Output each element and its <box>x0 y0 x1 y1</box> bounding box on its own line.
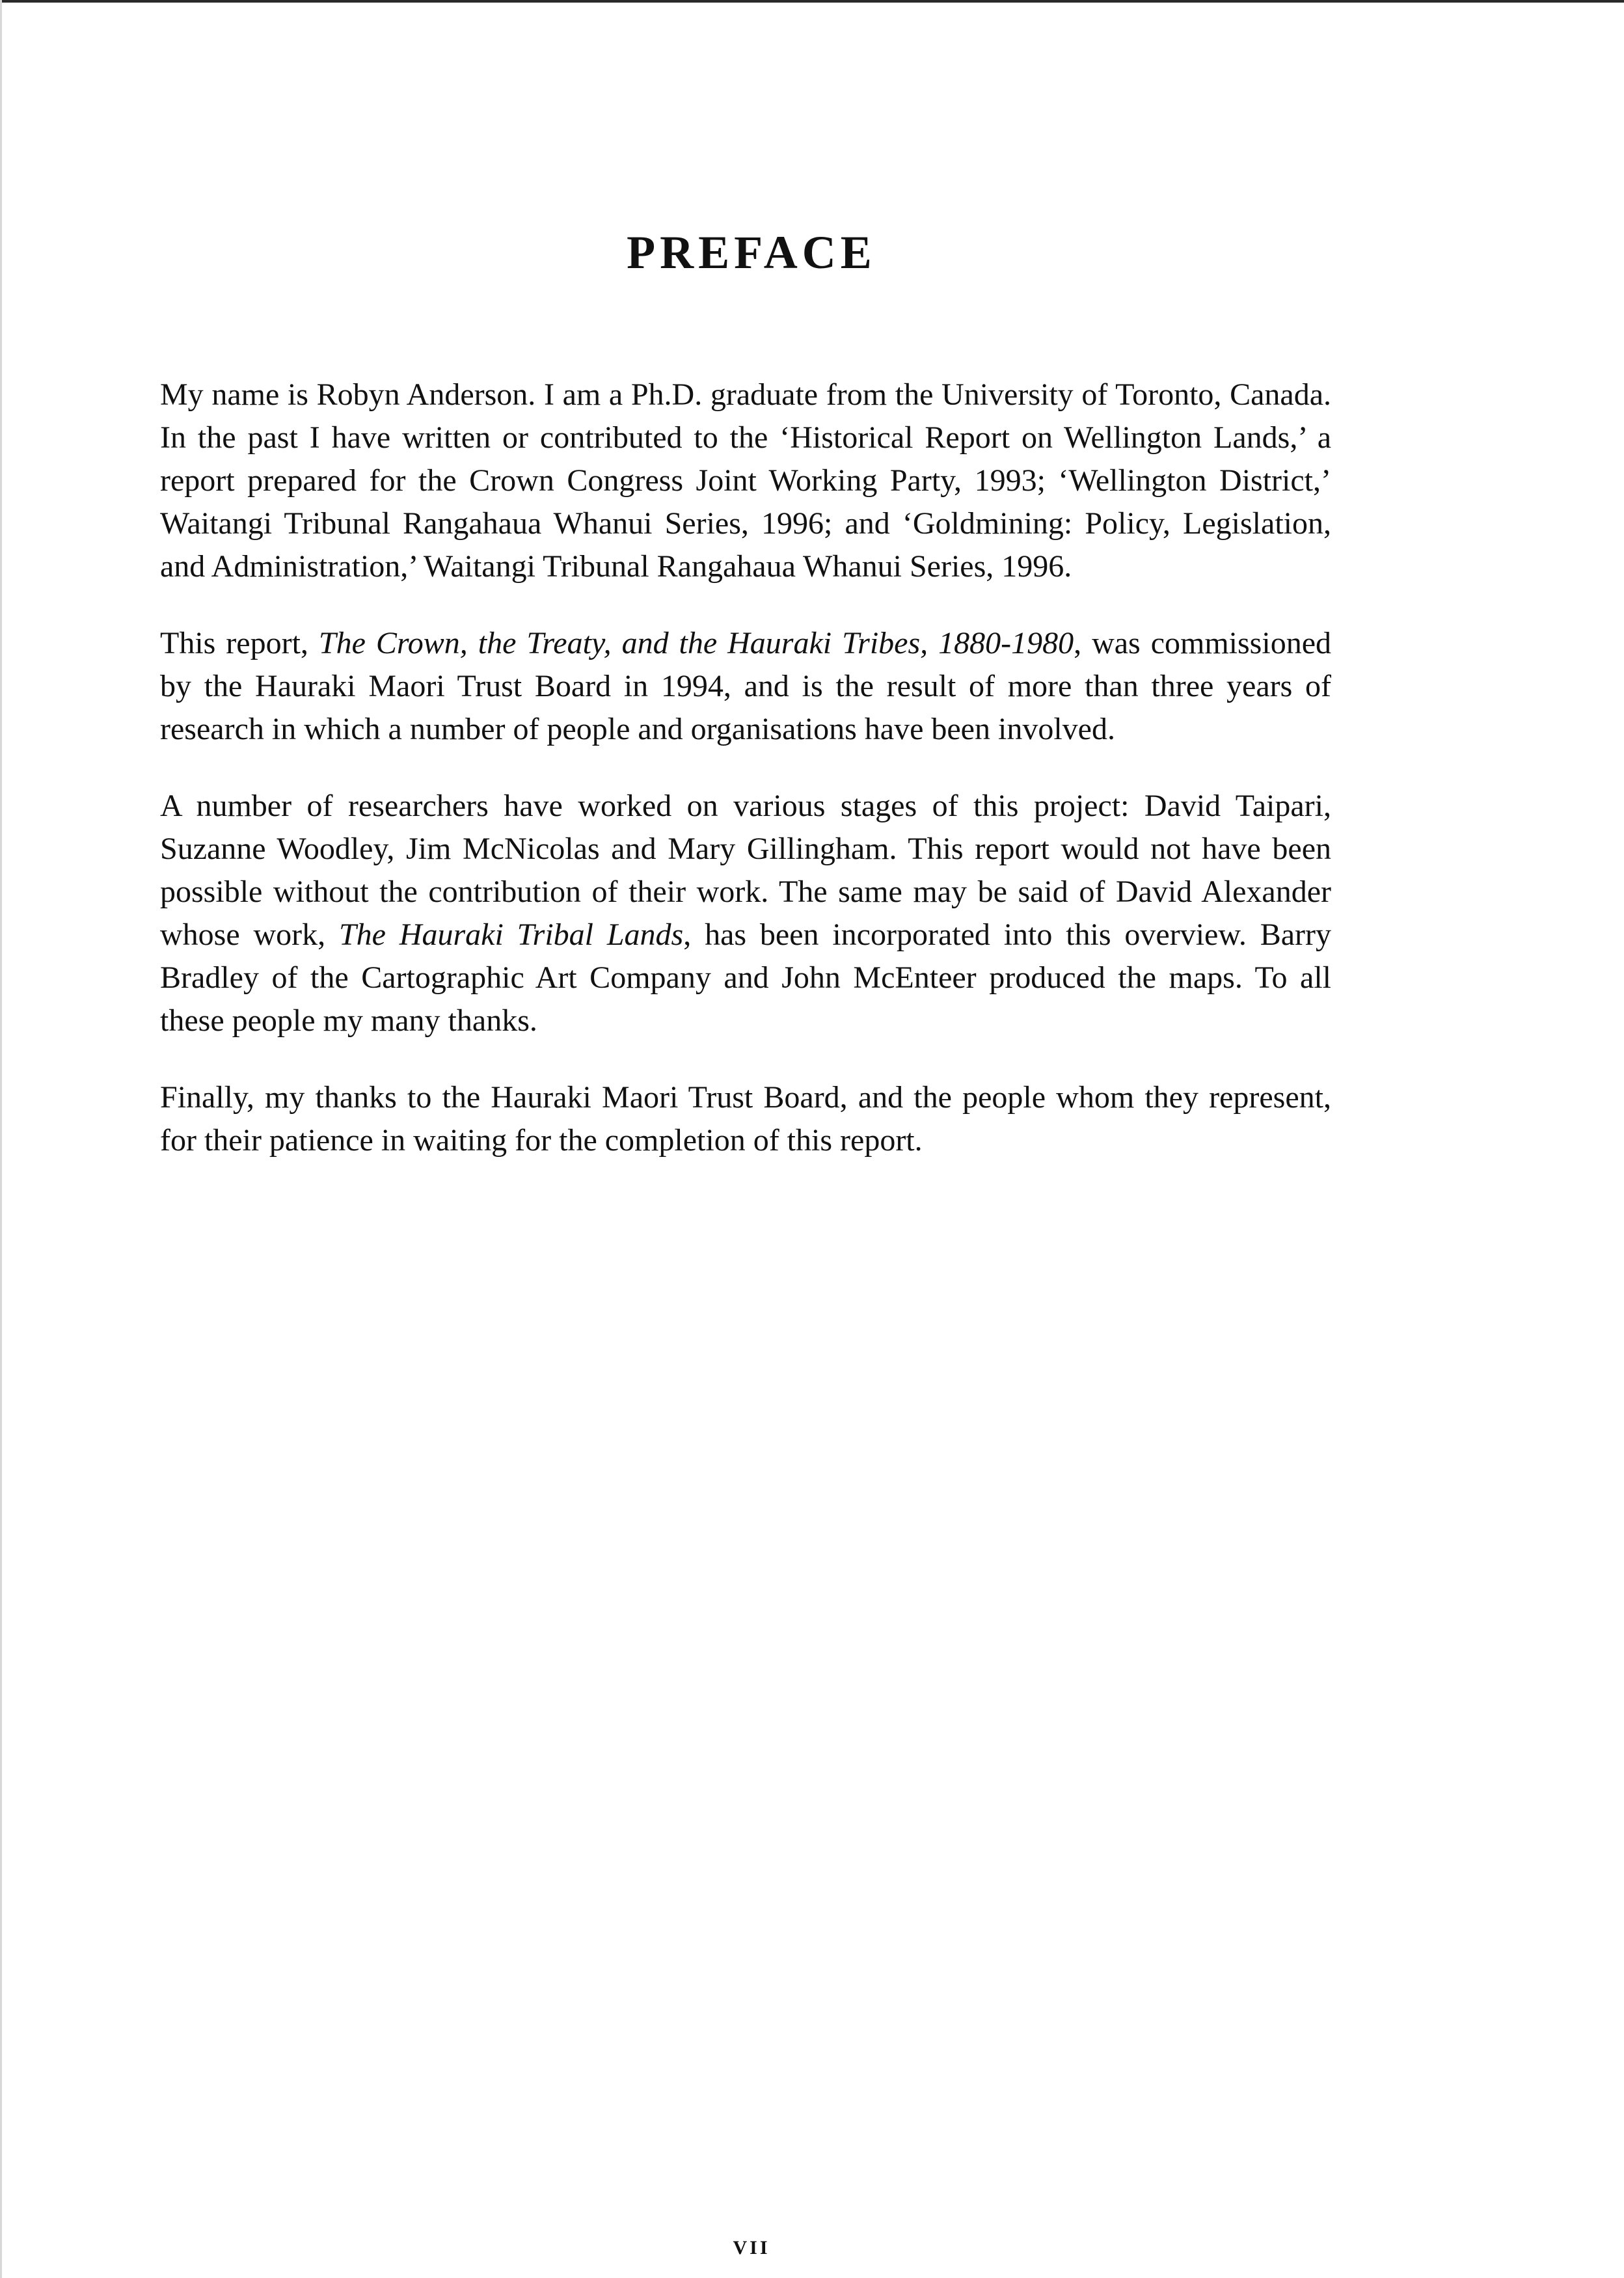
paragraph-acknowledgements <box>160 785 1331 1042</box>
page-title: PREFACE <box>627 226 876 278</box>
scan-left-edge <box>0 0 2 2278</box>
preface-body <box>160 373 1331 1196</box>
report-title-italic: The Crown, the Treaty, and the Hauraki Tribes, 1880-1980 <box>318 626 1074 660</box>
paragraph-author-background: My name is Robyn Anderson. I am a Ph.D. graduate from the University of Toronto, Canada. In the past I have written or contributed to the ‘Historical Report on Wellington Lands,’ a report prepared for the Crown Congress Joint Working Party, 1993; ‘Wellington District,’ Waitangi Tribunal Rangahaua Whanui Series, 1996; and ‘Goldmining: Policy, Legislation, and Administration,’ Waitangi Tribunal Rangahaua Whanui Series, 1996. <box>160 377 1331 584</box>
paragraph-text-segment: A number of researchers have worked on various stages of this project: David Taipari, Suzanne Woodley, Jim McNicolas and Mary Gillingham. This report would not have been possible without the contribution of their work. The same may be said of David Alexander whose work, <box>160 789 1331 952</box>
paragraph-report-commission <box>160 622 1331 751</box>
paragraph-text-segment: , was commissioned by the Hauraki Maori Trust Board in 1994, and is the result of more than three years of research in which a number of people and organisations have been involved. <box>160 626 1332 746</box>
paragraph-text-segment: , has been incorporated into this overview. Barry Bradley of the Cartographic Art Company and John McEnteer produced the maps. To all these people my many thanks. <box>160 917 1332 1038</box>
paragraph-text-segment: This report, <box>160 626 319 660</box>
scan-top-edge <box>0 0 1624 3</box>
paragraph-final-thanks: Finally, my thanks to the Hauraki Maori Trust Board, and the people whom they represent, for their patience in waiting for the completion of this report. <box>160 1080 1331 1158</box>
page-number: VII <box>733 2237 770 2258</box>
work-title-italic: The Hauraki Tribal Lands <box>338 917 684 952</box>
